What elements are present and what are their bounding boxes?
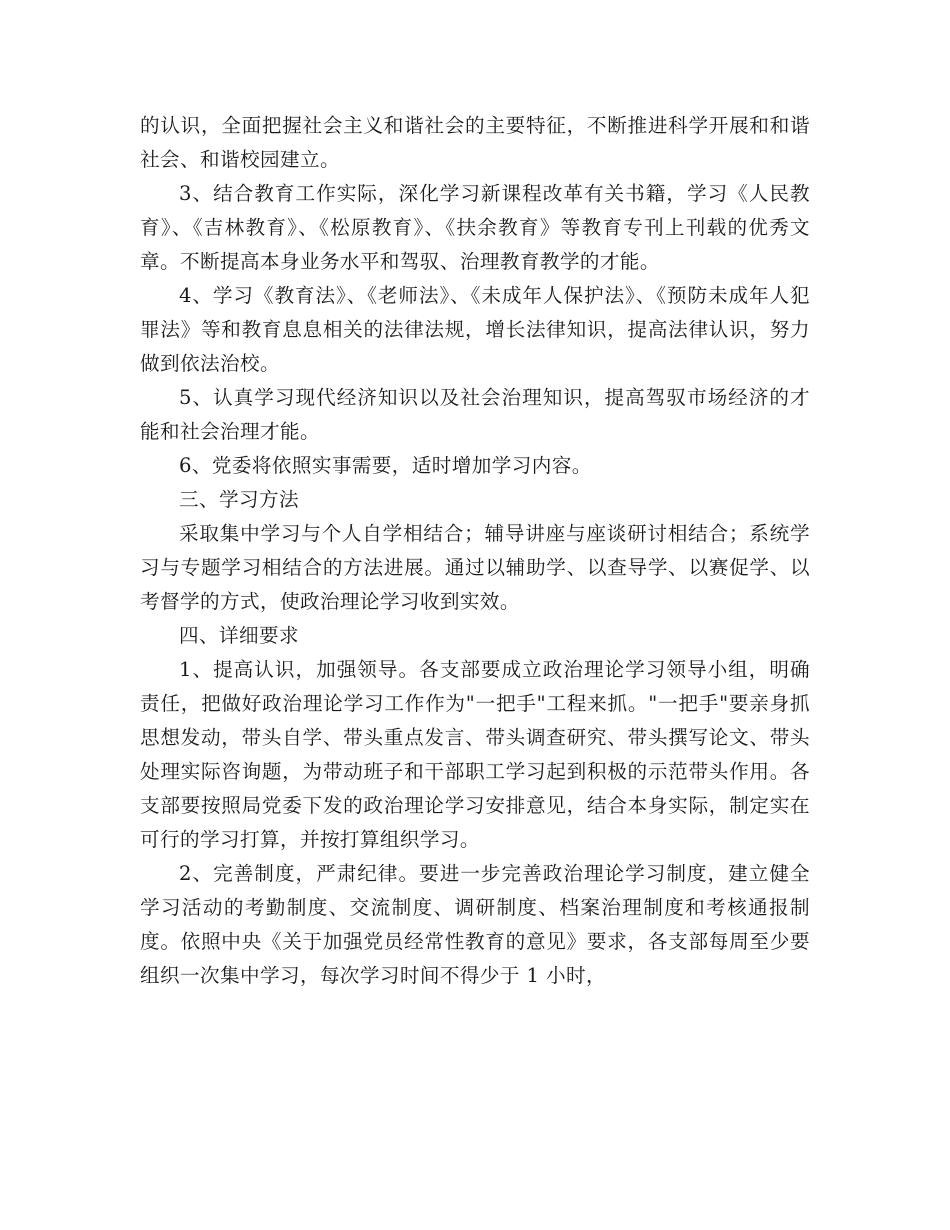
paragraph: 的认识，全面把握社会主义和谐社会的主要特征，不断推进科学开展和和谐社会、和谐校园建立。 bbox=[140, 114, 810, 171]
paragraph: 采取集中学习与个人自学相结合；辅导讲座与座谈研讨相结合；系统学习与专题学习相结合的方法进展。通过以辅助学、以查导学、以赛促学、以考督学的方式，使政治理论学习收到实效。 bbox=[140, 522, 810, 613]
paragraph: 6、党委将依照实事需要，适时增加学习内容。 bbox=[179, 454, 592, 477]
section-heading: 三、学习方法 bbox=[179, 488, 299, 511]
document-body bbox=[140, 109, 810, 993]
paragraph: 4、学习《教育法》、《老师法》、《未成年人保护法》、《预防未成年人犯罪法》等和教育息息相关的法律法规，增长法律知识，提高法律认识，努力做到依法治校。 bbox=[140, 284, 810, 375]
paragraph: 1、提高认识，加强领导。各支部要成立政治理论学习领导小组，明确责任，把做好政治理论学习工作作为"一把手"工程来抓。"一把手"要亲身抓思想发动，带头自学、带头重点发言、带头调查研究、带头撰写论文、带头处理实际咨询题，为带动班子和干部职工学习起到积极的示范带头作用。各支部要按照局党委下发的政治理论学习安排意见，结合本身实际，制定实在可行的学习打算，并按打算组织学习。 bbox=[140, 658, 810, 851]
section-heading: 四、详细要求 bbox=[179, 624, 299, 647]
paragraph: 5、认真学习现代经济知识以及社会治理知识，提高驾驭市场经济的才能和社会治理才能。 bbox=[140, 386, 810, 443]
paragraph: 3、结合教育工作实际，深化学习新课程改革有关书籍，学习《人民教育》、《吉林教育》、《松原教育》、《扶余教育》等教育专刊上刊载的优秀文章。不断提高本身业务水平和驾驭、治理教育教学的才能。 bbox=[140, 182, 810, 273]
paragraph: 2、完善制度，严肃纪律。要进一步完善政治理论学习制度，建立健全学习活动的考勤制度、交流制度、调研制度、档案治理制度和考核通报制度。依照中央《关于加强党员经常性教育的意见》要求，各支部每周至少要组织一次集中学习，每次学习时间不得少于 1 小时， bbox=[140, 862, 810, 987]
